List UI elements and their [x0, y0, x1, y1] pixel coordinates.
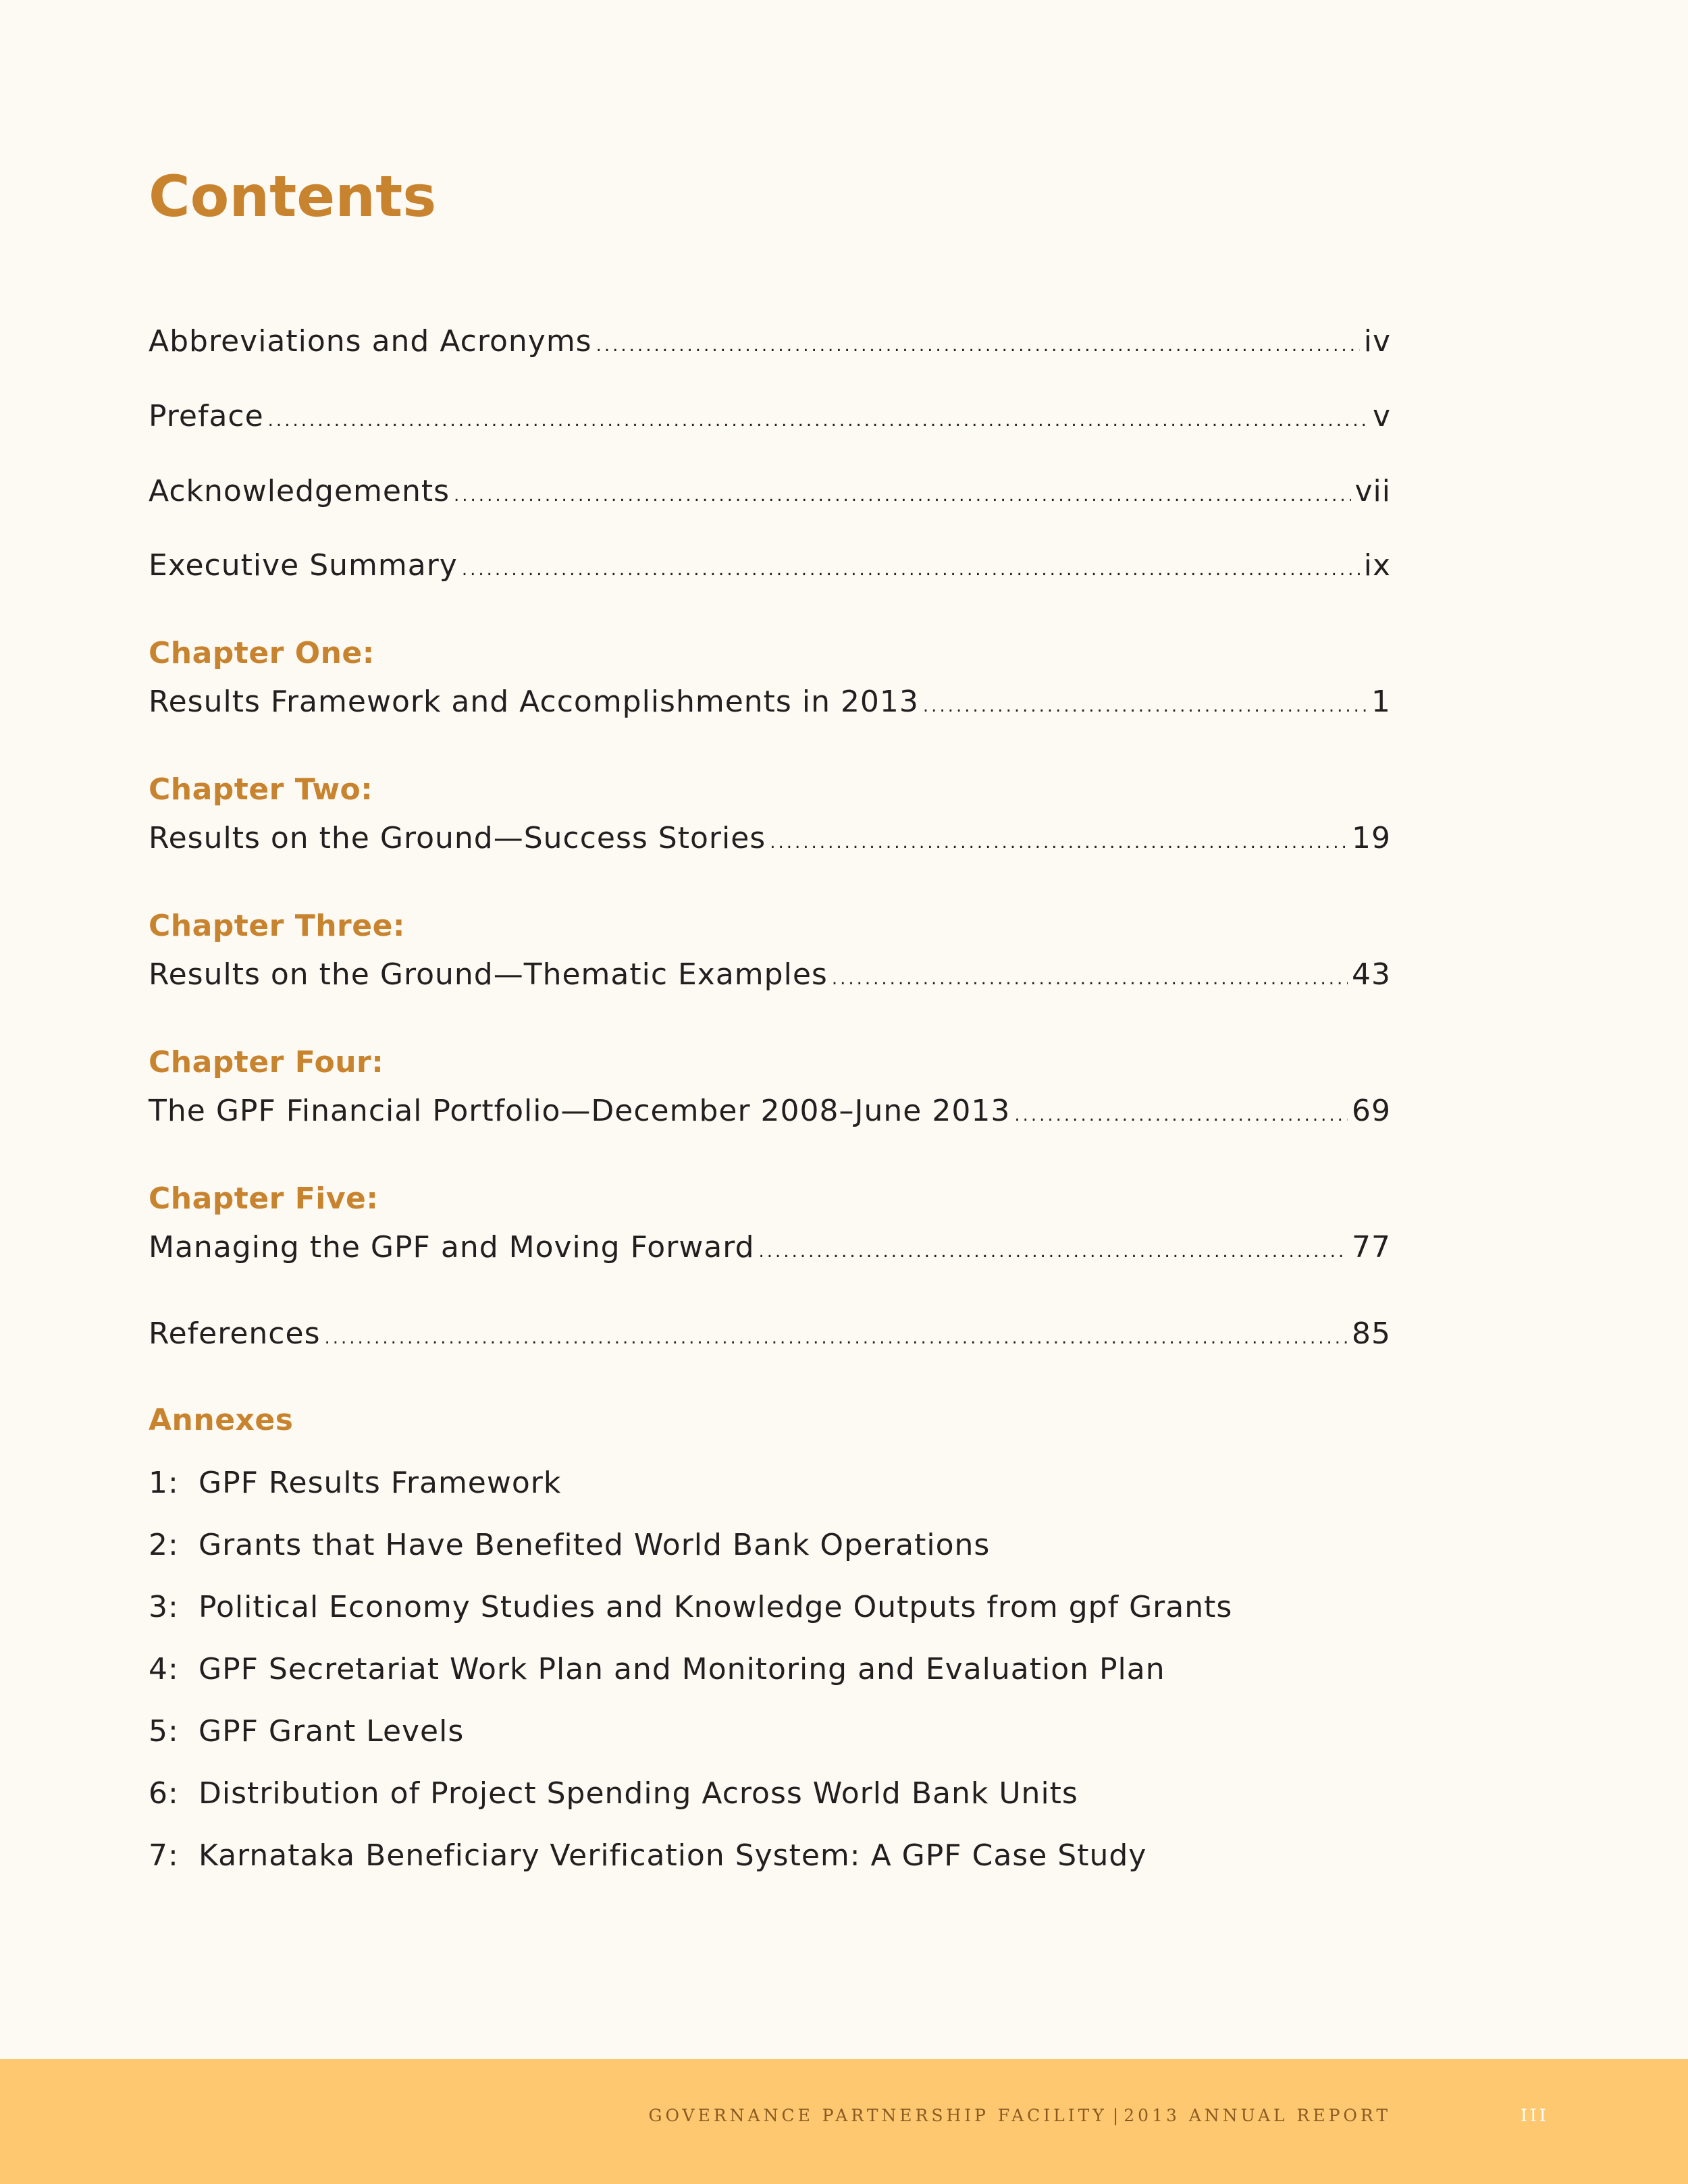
toc-entry-chapter-two[interactable] [149, 817, 1391, 860]
dot-leader [832, 957, 1348, 1001]
toc-page-number: 43 [1352, 957, 1391, 992]
annex-item[interactable] [149, 1710, 464, 1753]
chapter-one-label: Chapter One: [149, 636, 375, 670]
annex-number: 4: [149, 1652, 179, 1686]
toc-page-number: 19 [1352, 821, 1391, 855]
footer-report-title: 2013 ANNUAL REPORT [1124, 2106, 1391, 2125]
chapter-four-label: Chapter Four: [149, 1045, 384, 1080]
page-number: III [1521, 2106, 1549, 2125]
toc-page-number: v [1372, 399, 1391, 433]
annexes-heading: Annexes [149, 1403, 294, 1437]
footer-separator: | [1112, 2106, 1119, 2125]
toc-page-number: 1 [1371, 685, 1391, 719]
annex-number: 1: [149, 1466, 179, 1500]
footer-publisher: GOVERNANCE PARTNERSHIP FACILITY [648, 2106, 1107, 2125]
annex-item[interactable] [149, 1524, 990, 1567]
dot-leader [462, 548, 1360, 591]
toc-page-number: iv [1363, 324, 1391, 358]
toc-entry-title: Acknowledgements [149, 474, 450, 508]
chapter-five-label: Chapter Five: [149, 1181, 379, 1216]
toc-entry-chapter-three[interactable] [149, 953, 1391, 996]
toc-entry-title: Executive Summary [149, 548, 458, 583]
toc-entry-chapter-one[interactable] [149, 681, 1391, 724]
chapter-three-label: Chapter Three: [149, 909, 406, 943]
annex-item[interactable] [149, 1648, 1165, 1691]
annex-title: GPF Secretariat Work Plan and Monitoring and Evaluation Plan [199, 1652, 1165, 1686]
toc-entry-acknowledgements[interactable] [149, 470, 1391, 513]
annex-title: Distribution of Project Spending Across World Bank Units [199, 1776, 1078, 1811]
annex-number: 2: [149, 1528, 179, 1562]
dot-leader [1014, 1094, 1348, 1137]
toc-entry-chapter-five[interactable] [149, 1226, 1391, 1269]
annex-title: GPF Results Framework [199, 1466, 562, 1500]
toc-page-number: 69 [1352, 1094, 1391, 1128]
annex-title: Political Economy Studies and Knowledge Outputs from gpf Grants [199, 1590, 1233, 1624]
annex-title: GPF Grant Levels [199, 1714, 465, 1749]
toc-entry-chapter-four[interactable] [149, 1090, 1391, 1133]
toc-entry-title: Abbreviations and Acronyms [149, 324, 592, 358]
page-title: Contents [149, 163, 437, 230]
toc-page-number: 85 [1352, 1316, 1391, 1351]
toc-entry-title: Preface [149, 399, 264, 433]
chapter-two-label: Chapter Two: [149, 772, 373, 807]
running-footer [648, 2106, 1391, 2125]
toc-entry-references[interactable] [149, 1312, 1391, 1356]
toc-entry-abbreviations[interactable] [149, 320, 1391, 363]
toc-entry-title: Results Framework and Accomplishments in 2013 [149, 685, 919, 719]
dot-leader [759, 1230, 1348, 1273]
toc-entry-executive-summary[interactable] [149, 544, 1391, 587]
dot-leader [325, 1316, 1348, 1360]
annex-number: 3: [149, 1590, 179, 1624]
annex-title: Grants that Have Benefited World Bank Operations [199, 1528, 991, 1562]
dot-leader [454, 474, 1350, 517]
toc-page-number: ix [1363, 548, 1391, 583]
annex-item[interactable] [149, 1834, 1146, 1877]
annex-item[interactable] [149, 1586, 1232, 1629]
dot-leader [268, 399, 1369, 442]
toc-entry-title: References [149, 1316, 321, 1351]
annex-item[interactable] [149, 1462, 561, 1505]
annex-number: 6: [149, 1776, 179, 1811]
toc-entry-title: Results on the Ground—Thematic Examples [149, 957, 828, 992]
dot-leader [923, 685, 1367, 728]
dot-leader [596, 324, 1360, 367]
toc-page-number: 77 [1352, 1230, 1391, 1264]
annex-number: 7: [149, 1838, 179, 1873]
annex-title: Karnataka Beneficiary Verification System: A GPF Case Study [199, 1838, 1147, 1873]
toc-entry-title: Managing the GPF and Moving Forward [149, 1230, 755, 1264]
toc-entry-title: The GPF Financial Portfolio—December 2008–June 2013 [149, 1094, 1011, 1128]
toc-entry-preface[interactable] [149, 395, 1391, 438]
annex-item[interactable] [149, 1772, 1078, 1815]
toc-entry-title: Results on the Ground—Success Stories [149, 821, 766, 855]
toc-page-number: vii [1354, 474, 1391, 508]
dot-leader [770, 821, 1348, 864]
annex-number: 5: [149, 1714, 179, 1749]
